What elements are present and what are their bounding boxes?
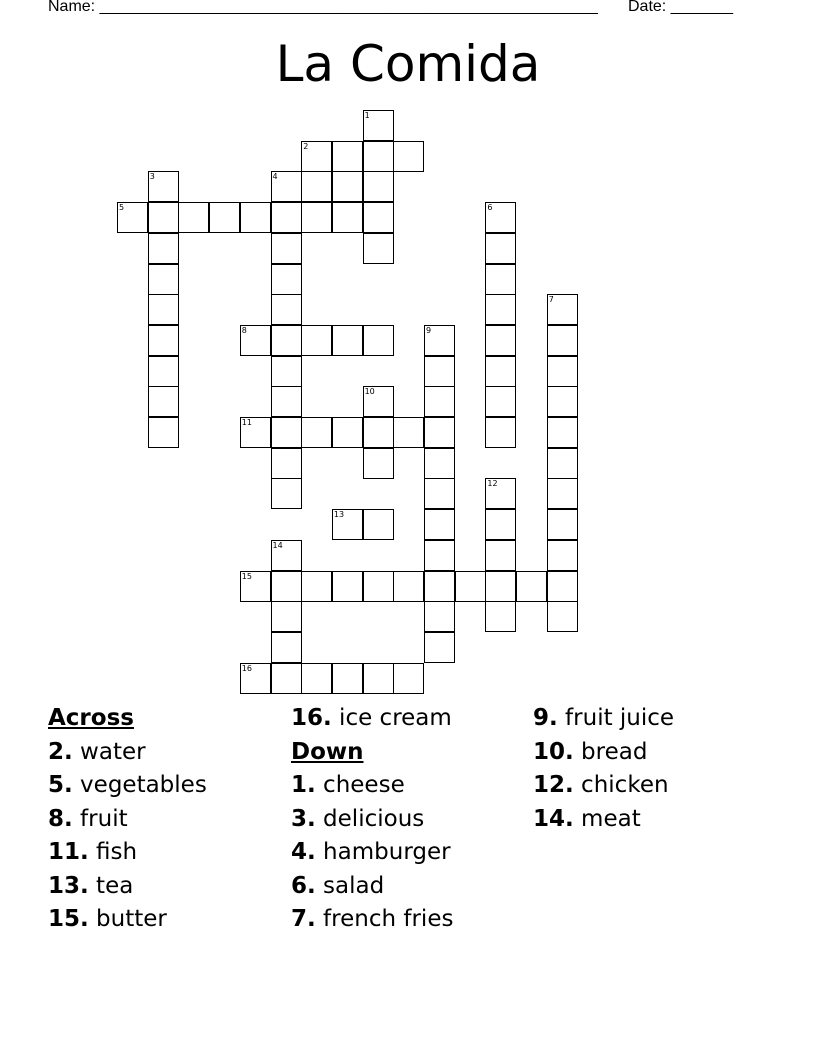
crossword-cell[interactable] <box>148 356 179 387</box>
crossword-cell[interactable] <box>424 540 455 571</box>
page-title: La Comida <box>275 35 541 93</box>
crossword-cell[interactable] <box>424 417 455 448</box>
date-field-label: Date: _______ <box>628 0 733 15</box>
clue-item-number: 12. <box>533 772 574 798</box>
clue-item-text: vegetables <box>72 772 207 798</box>
clue-item-text: tea <box>88 872 134 899</box>
crossword-cell[interactable] <box>363 417 394 448</box>
crossword-cell[interactable] <box>485 325 516 356</box>
clue-item-text: hamburger <box>315 839 451 865</box>
crossword-cell[interactable] <box>363 571 394 602</box>
clue-item-text: fruit juice <box>557 705 675 731</box>
clue-item-number: 2. <box>48 738 73 765</box>
crossword-cell[interactable] <box>485 478 516 509</box>
clue-number: 9 <box>426 325 432 335</box>
clue-item-text: ice cream <box>331 705 452 731</box>
crossword-cell[interactable] <box>485 233 516 264</box>
crossword-cell[interactable] <box>332 325 363 356</box>
crossword-cell[interactable] <box>363 141 394 172</box>
crossword-cell[interactable] <box>547 540 578 571</box>
clue-item-text: salad <box>315 872 385 899</box>
crossword-cell[interactable] <box>301 663 332 694</box>
crossword-cell[interactable] <box>424 356 455 387</box>
clue-number: 7 <box>548 295 554 305</box>
clue-number: 14 <box>272 540 283 550</box>
crossword-cell[interactable] <box>271 601 302 632</box>
crossword-cell[interactable] <box>455 571 486 602</box>
crossword-cell[interactable] <box>547 356 578 387</box>
crossword-cell[interactable] <box>485 356 516 387</box>
crossword-cell[interactable] <box>424 571 455 602</box>
clue-item-text: cheese <box>315 772 405 798</box>
clue-number: 8 <box>241 325 247 335</box>
crossword-cell[interactable] <box>485 601 516 632</box>
clue-item-text: meat <box>573 805 641 832</box>
clue-number: 12 <box>487 479 498 489</box>
crossword-cell[interactable] <box>332 417 363 448</box>
clue-number: 6 <box>487 203 493 213</box>
crossword-cell[interactable] <box>424 478 455 509</box>
name-field-label: Name: ________________________________________________________ <box>48 0 598 15</box>
crossword-cell[interactable] <box>332 171 363 202</box>
crossword-cell[interactable] <box>363 386 394 417</box>
crossword-cell[interactable] <box>301 571 332 602</box>
clue-item-text: chicken <box>573 772 669 798</box>
crossword-cell[interactable] <box>301 141 332 172</box>
crossword-cell[interactable] <box>363 202 394 233</box>
crossword-cell[interactable] <box>148 264 179 295</box>
clue-number: 15 <box>241 571 252 581</box>
clue-number: 2 <box>303 141 309 151</box>
crossword-cell[interactable] <box>485 386 516 417</box>
crossword-cell[interactable] <box>516 571 547 602</box>
clue-number: 10 <box>364 387 375 397</box>
crossword-cell[interactable] <box>485 294 516 325</box>
crossword-cell[interactable] <box>148 386 179 417</box>
crossword-cell[interactable] <box>547 601 578 632</box>
crossword-cell[interactable] <box>148 294 179 325</box>
down-heading: Down <box>291 738 364 765</box>
crossword-cell[interactable] <box>424 448 455 479</box>
clue-item <box>291 836 453 870</box>
crossword-cell[interactable] <box>271 202 302 233</box>
clue-item-number: 11. <box>48 839 89 865</box>
crossword-cell[interactable] <box>332 141 363 172</box>
clue-number: 1 <box>364 111 370 120</box>
clue-item-text: butter <box>88 906 167 932</box>
clue-item-number: 1. <box>291 772 316 798</box>
crossword-cell[interactable] <box>240 417 271 448</box>
crossword-cell[interactable] <box>363 448 394 479</box>
clue-item <box>291 803 453 837</box>
crossword-cell[interactable] <box>393 571 424 602</box>
crossword-cell[interactable] <box>363 110 394 141</box>
clue-item <box>48 870 207 904</box>
crossword-cell[interactable] <box>547 386 578 417</box>
crossword-cell[interactable] <box>271 294 302 325</box>
crossword-cell[interactable] <box>547 509 578 540</box>
crossword-cell[interactable] <box>148 171 179 202</box>
clue-item <box>533 803 674 837</box>
crossword-cell[interactable] <box>485 509 516 540</box>
clue-number: 16 <box>241 663 252 673</box>
crossword-cell[interactable] <box>240 325 271 356</box>
clue-item <box>291 870 453 904</box>
across-heading: Across <box>48 705 134 731</box>
crossword-cell[interactable] <box>547 417 578 448</box>
crossword-cell[interactable] <box>393 417 424 448</box>
crossword-cell[interactable] <box>301 417 332 448</box>
clue-item-number: 5. <box>48 772 73 798</box>
crossword-cell[interactable] <box>332 202 363 233</box>
clue-item <box>48 736 207 770</box>
clue-item <box>291 769 453 803</box>
clue-item-number: 16. <box>291 705 332 731</box>
clue-item <box>291 903 453 937</box>
crossword-cell[interactable] <box>547 478 578 509</box>
clue-number: 11 <box>241 418 252 427</box>
clue-item-number: 3. <box>291 805 316 832</box>
crossword-cell[interactable] <box>271 632 302 663</box>
crossword-cell[interactable] <box>271 448 302 479</box>
crossword-cell[interactable] <box>178 202 209 233</box>
clue-item-number: 9. <box>533 705 558 731</box>
clue-item-text: fish <box>88 839 138 865</box>
clue-item-text: bread <box>573 738 648 765</box>
crossword-cell[interactable] <box>240 202 271 233</box>
crossword-cell[interactable] <box>424 325 455 356</box>
clue-item-number: 15. <box>48 906 89 932</box>
clues-column-2 <box>291 702 453 937</box>
crossword-cell[interactable] <box>485 540 516 571</box>
crossword-cell[interactable] <box>485 571 516 602</box>
crossword-cell[interactable] <box>271 386 302 417</box>
crossword-cell[interactable] <box>148 417 179 448</box>
crossword-cell[interactable] <box>271 571 302 602</box>
crossword-cell[interactable] <box>148 202 179 233</box>
clue-item-text: delicious <box>315 805 425 832</box>
clue-item <box>291 702 453 736</box>
crossword-cell[interactable] <box>363 233 394 264</box>
crossword-cell[interactable] <box>485 264 516 295</box>
crossword-cell[interactable] <box>301 202 332 233</box>
crossword-cell[interactable] <box>148 233 179 264</box>
crossword-cell[interactable] <box>485 417 516 448</box>
crossword-cell[interactable] <box>363 171 394 202</box>
crossword-cell[interactable] <box>271 325 302 356</box>
crossword-cell[interactable] <box>271 264 302 295</box>
crossword-cell[interactable] <box>363 325 394 356</box>
crossword-cell[interactable] <box>363 663 394 694</box>
clues-column-3 <box>533 702 674 836</box>
clue-number: 5 <box>119 203 125 213</box>
clue-item-number: 13. <box>48 872 89 899</box>
crossword-cell[interactable] <box>363 509 394 540</box>
crossword-cell[interactable] <box>301 325 332 356</box>
clue-number: 13 <box>333 510 345 520</box>
clue-item <box>533 769 674 803</box>
clue-item <box>48 769 207 803</box>
clue-item <box>48 836 207 870</box>
crossword-cell[interactable] <box>271 540 302 571</box>
crossword-cell[interactable] <box>393 663 424 694</box>
clue-item-number: 8. <box>48 805 73 832</box>
clues-column-1 <box>48 702 207 937</box>
crossword-cell[interactable] <box>240 571 271 602</box>
crossword-cell[interactable] <box>240 663 271 694</box>
clue-item-text: french fries <box>315 906 454 932</box>
crossword-cell[interactable] <box>271 417 302 448</box>
crossword-cell[interactable] <box>547 325 578 356</box>
clue-item <box>533 736 674 770</box>
crossword-cell[interactable] <box>424 509 455 540</box>
clue-item-number: 6. <box>291 872 316 899</box>
crossword-cell[interactable] <box>301 171 332 202</box>
crossword-cell[interactable] <box>547 571 578 602</box>
crossword-cell[interactable] <box>271 171 302 202</box>
crossword-cell[interactable] <box>148 325 179 356</box>
clue-item-number: 7. <box>291 906 316 932</box>
clue-item <box>48 803 207 837</box>
crossword-cell[interactable] <box>271 233 302 264</box>
clue-item-text: fruit <box>72 805 128 832</box>
crossword-cell[interactable] <box>332 571 363 602</box>
clue-number: 3 <box>149 172 155 182</box>
crossword-cell[interactable] <box>424 632 455 663</box>
crossword-cell[interactable] <box>547 448 578 479</box>
crossword-cell[interactable] <box>271 356 302 387</box>
clue-item-text: water <box>72 738 146 765</box>
clue-item <box>48 903 207 937</box>
clue-item <box>533 702 674 736</box>
crossword-cell[interactable] <box>332 663 363 694</box>
crossword-cell[interactable] <box>424 386 455 417</box>
crossword-cell[interactable] <box>117 202 148 233</box>
crossword-cell[interactable] <box>332 509 363 540</box>
crossword-cell[interactable] <box>424 601 455 632</box>
clue-item-number: 10. <box>533 738 574 765</box>
crossword-cell[interactable] <box>271 478 302 509</box>
crossword-cell[interactable] <box>485 202 516 233</box>
crossword-cell[interactable] <box>393 141 424 172</box>
crossword-cell[interactable] <box>209 202 240 233</box>
clue-item-number: 14. <box>533 805 574 832</box>
crossword-cell[interactable] <box>271 663 302 694</box>
crossword-cell[interactable] <box>547 294 578 325</box>
clue-number: 4 <box>272 172 278 182</box>
clue-item-number: 4. <box>291 839 316 865</box>
